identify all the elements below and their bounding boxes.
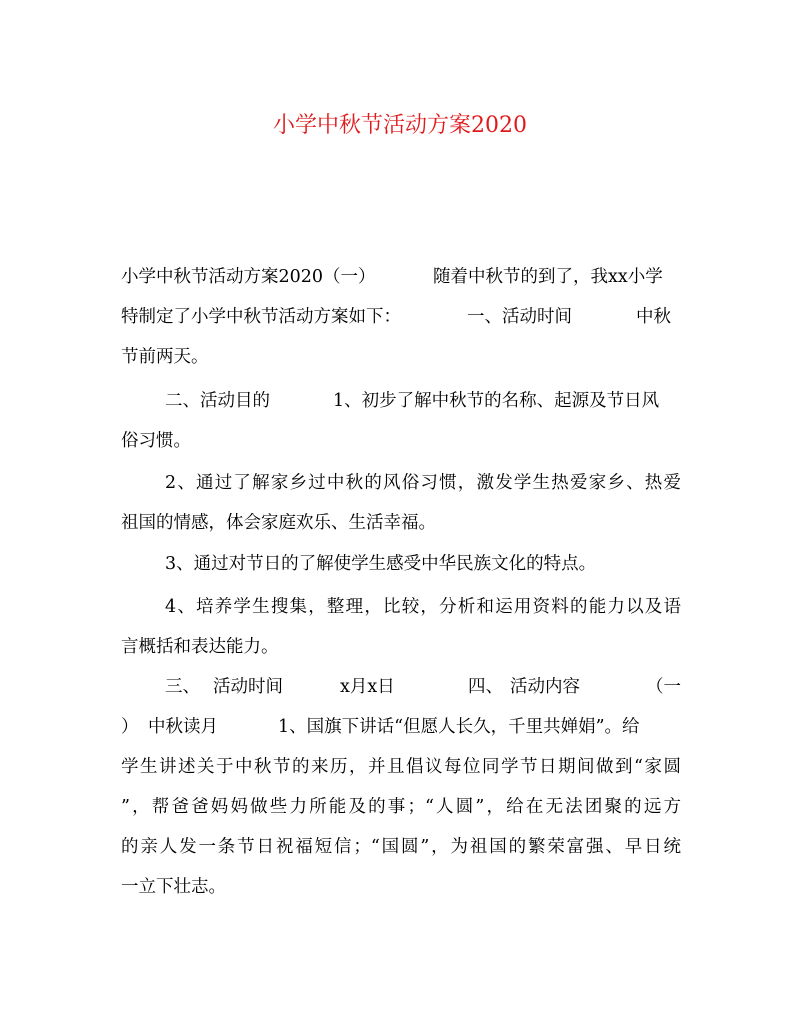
text-line: [121, 707, 681, 747]
text-segment: 1、初步了解中秋节的名称、起源及节日风: [333, 391, 660, 411]
document-title: 小学中秋节活动方案2020: [273, 113, 527, 138]
text-line: [121, 297, 681, 337]
text-line: [121, 667, 681, 707]
text-segment: 1、国旗下讲话“但愿人长久，千里共婵娟”。给: [278, 717, 640, 737]
text-segment: 特制定了小学中秋节活动方案如下：: [121, 307, 401, 327]
text-line: [121, 787, 681, 827]
text-segment: 3、通过对节日的了解使学生感受中华民族文化的特点。: [165, 554, 597, 574]
text-segment: 一立下壮志。: [121, 877, 226, 897]
text-segment: 活动时间: [213, 677, 283, 697]
text-segment: 学生讲述关于中秋节的来历，并且倡议每位同学节日期间做到“家圆: [121, 757, 681, 777]
text-segment: 俗习惯。: [121, 431, 191, 451]
text-segment: （一: [646, 677, 681, 697]
text-line: [121, 747, 681, 787]
text-line: [121, 627, 681, 667]
text-segment: 一、活动时间: [467, 307, 572, 327]
text-segment: 祖国的情感，体会家庭欢乐、生活幸福。: [121, 513, 436, 533]
text-line: [121, 421, 681, 461]
text-segment: 中秋: [636, 307, 671, 327]
text-line: [121, 381, 681, 421]
text-segment: 节前两天。: [121, 347, 209, 367]
text-line: [121, 544, 681, 584]
text-line: [165, 463, 681, 503]
text-segment: 小学中秋节活动方案2020（一）: [121, 267, 376, 287]
text-line: [121, 867, 681, 907]
text-segment: 四、: [468, 677, 503, 697]
text-line: [121, 827, 681, 867]
text-line: [165, 587, 681, 627]
text-line: [121, 257, 681, 297]
text-line: [121, 337, 681, 377]
text-line: [121, 503, 681, 543]
text-segment: 言概括和表达能力。: [121, 637, 279, 657]
text-segment: 二、活动目的: [165, 391, 270, 411]
text-segment: 4、培养学生搜集，整理，比较，分析和运用资料的能力以及语: [165, 597, 681, 617]
text-segment: 随着中秋节的到了，我xx小学: [433, 267, 663, 287]
text-segment: 中秋读月: [148, 717, 218, 737]
text-segment: 三、: [165, 677, 200, 697]
text-segment: ）: [121, 717, 139, 737]
text-segment: x月x日: [340, 677, 395, 697]
text-segment: 的亲人发一条节日祝福短信；“国圆”，为祖国的繁荣富强、早日统: [121, 837, 681, 857]
text-segment: ”，帮爸爸妈妈做些力所能及的事；“人圆”，给在无法团聚的远方: [121, 797, 681, 817]
text-segment: 活动内容: [510, 677, 580, 697]
text-segment: 2、通过了解家乡过中秋的风俗习惯，激发学生热爱家乡、热爱: [165, 473, 681, 493]
